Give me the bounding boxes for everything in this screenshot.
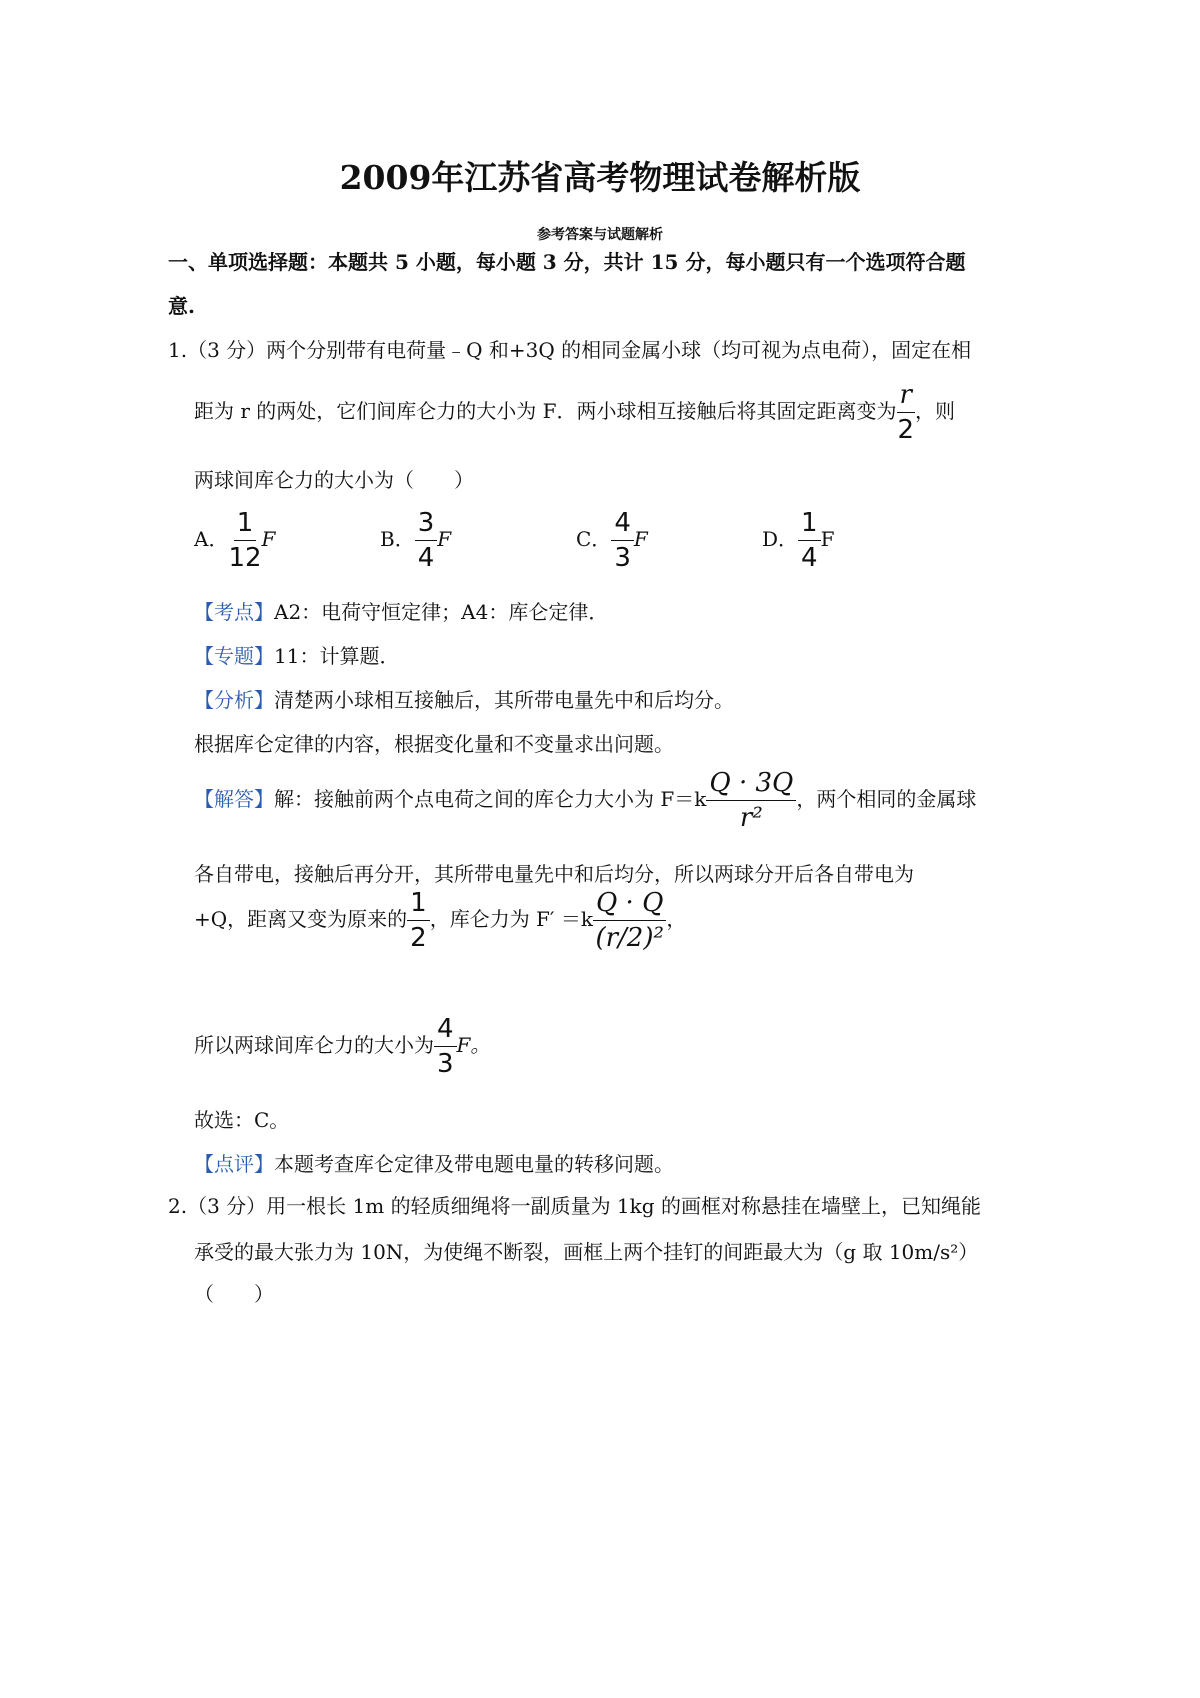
- section-heading-line2: 意.: [168, 294, 195, 318]
- result-fraction: $\frac{4}{3}$: [434, 1016, 457, 1077]
- q2-line1: 2.（3 分）用一根长 1m 的轻质细绳将一副质量为 1kg 的画框对称悬挂在墙壁上，已知绳能: [168, 1194, 981, 1218]
- q1-line2: [194, 382, 955, 443]
- option-c-fraction: $\frac{4}{3}$: [611, 510, 634, 571]
- q1-zhuanti: 【专题】11：计算题．: [194, 644, 400, 668]
- q1-kaodian: 【考点】A2：电荷守恒定律；A4：库仑定律．: [194, 600, 609, 624]
- q1-jieda-line4: 所以两球间库仑力的大小为 $\frac{4}{3}$ F。: [194, 1014, 491, 1079]
- coulomb-final-fraction: $\frac{Q \cdot Q}{\text{(r/2)²}}$: [593, 890, 666, 951]
- q1-text-line1: （3 分）两个分别带有电荷量﹣Q 和+3Q 的相同金属小球（均可视为点电荷），固定在相: [187, 338, 972, 362]
- q1-text-line3: 两球间库仑力的大小为（ ）: [194, 468, 474, 492]
- coulomb-initial-fraction: $\frac{Q \cdot 3Q}{\text{r²}}$: [706, 770, 796, 831]
- q1-option-d: D． $\frac{1}{4}$ F: [762, 508, 835, 573]
- half-fraction: $\frac{1}{2}$: [407, 890, 430, 951]
- option-a-fraction: $\frac{1}{12}$: [228, 508, 262, 573]
- page-subtitle: 参考答案与试题解析: [537, 227, 663, 243]
- dianping-tag: 【点评】: [194, 1152, 274, 1176]
- option-b-fraction: $\frac{3}{4}$: [415, 510, 438, 571]
- q1-fenxi-line2: 根据库仑定律的内容，根据变化量和不变量求出问题。: [194, 732, 674, 756]
- jieda-tag: 【解答】: [194, 787, 274, 811]
- kaodian-tag: 【考点】: [194, 600, 274, 624]
- q2-number: 2.: [168, 1194, 188, 1218]
- q1-line1: [168, 334, 971, 363]
- q1-text-line2b: ，则: [914, 399, 955, 423]
- q2-line2: 承受的最大张力为 10N，为使绳不断裂，画框上两个挂钉的间距最大为（g 取 10m/s²）: [194, 1240, 979, 1264]
- zhuanti-tag: 【专题】: [194, 644, 274, 668]
- q1-option-c: C． $\frac{4}{3}$ F: [576, 508, 648, 573]
- page-title: 2009年江苏省高考物理试卷解析版: [339, 158, 861, 197]
- q1-jieda-line2: 各自带电，接触后再分开，其所带电量先中和后均分，所以两球分开后各自带电为: [194, 862, 914, 886]
- q1-jieda-line1: 【解答】解：接触前两个点电荷之间的库仑力大小为 F＝k $\frac{Q \cdot 3Q}{\text{r²}}$ ，两个相同的金属球: [194, 768, 977, 833]
- fenxi-tag: 【分析】: [194, 688, 274, 712]
- q2-line3: （ ）: [194, 1282, 274, 1306]
- q1-distance-fraction: $\frac{r}{2}$: [897, 380, 914, 445]
- q1-answer: 故选：C。: [194, 1108, 290, 1132]
- q1-text-line2a: 距为 r 的两处，它们间库仑力的大小为 F．两小球相互接触后将其固定距离变为: [194, 399, 897, 423]
- q1-dianping: 【点评】本题考查库仑定律及带电题电量的转移问题。: [194, 1152, 674, 1176]
- q1-fenxi: 【分析】清楚两小球相互接触后，其所带电量先中和后均分。: [194, 688, 734, 712]
- q1-number: 1.: [168, 338, 188, 362]
- q1-jieda-line3: +Q，距离又变为原来的 $\frac{1}{2}$ ，库仑力为 F′ ＝k $\frac{Q \cdot Q}{\text{(r/2)²}}$ ，: [194, 888, 687, 953]
- q1-option-a: A． $\frac{1}{12}$ F: [194, 508, 276, 573]
- section-heading-line1: 一、单项选择题：本题共 5 小题，每小题 3 分，共计 15 分，每小题只有一个选项符合题: [168, 250, 966, 274]
- q1-option-b: B． $\frac{3}{4}$ F: [380, 508, 452, 573]
- option-d-fraction: $\frac{1}{4}$: [798, 510, 821, 571]
